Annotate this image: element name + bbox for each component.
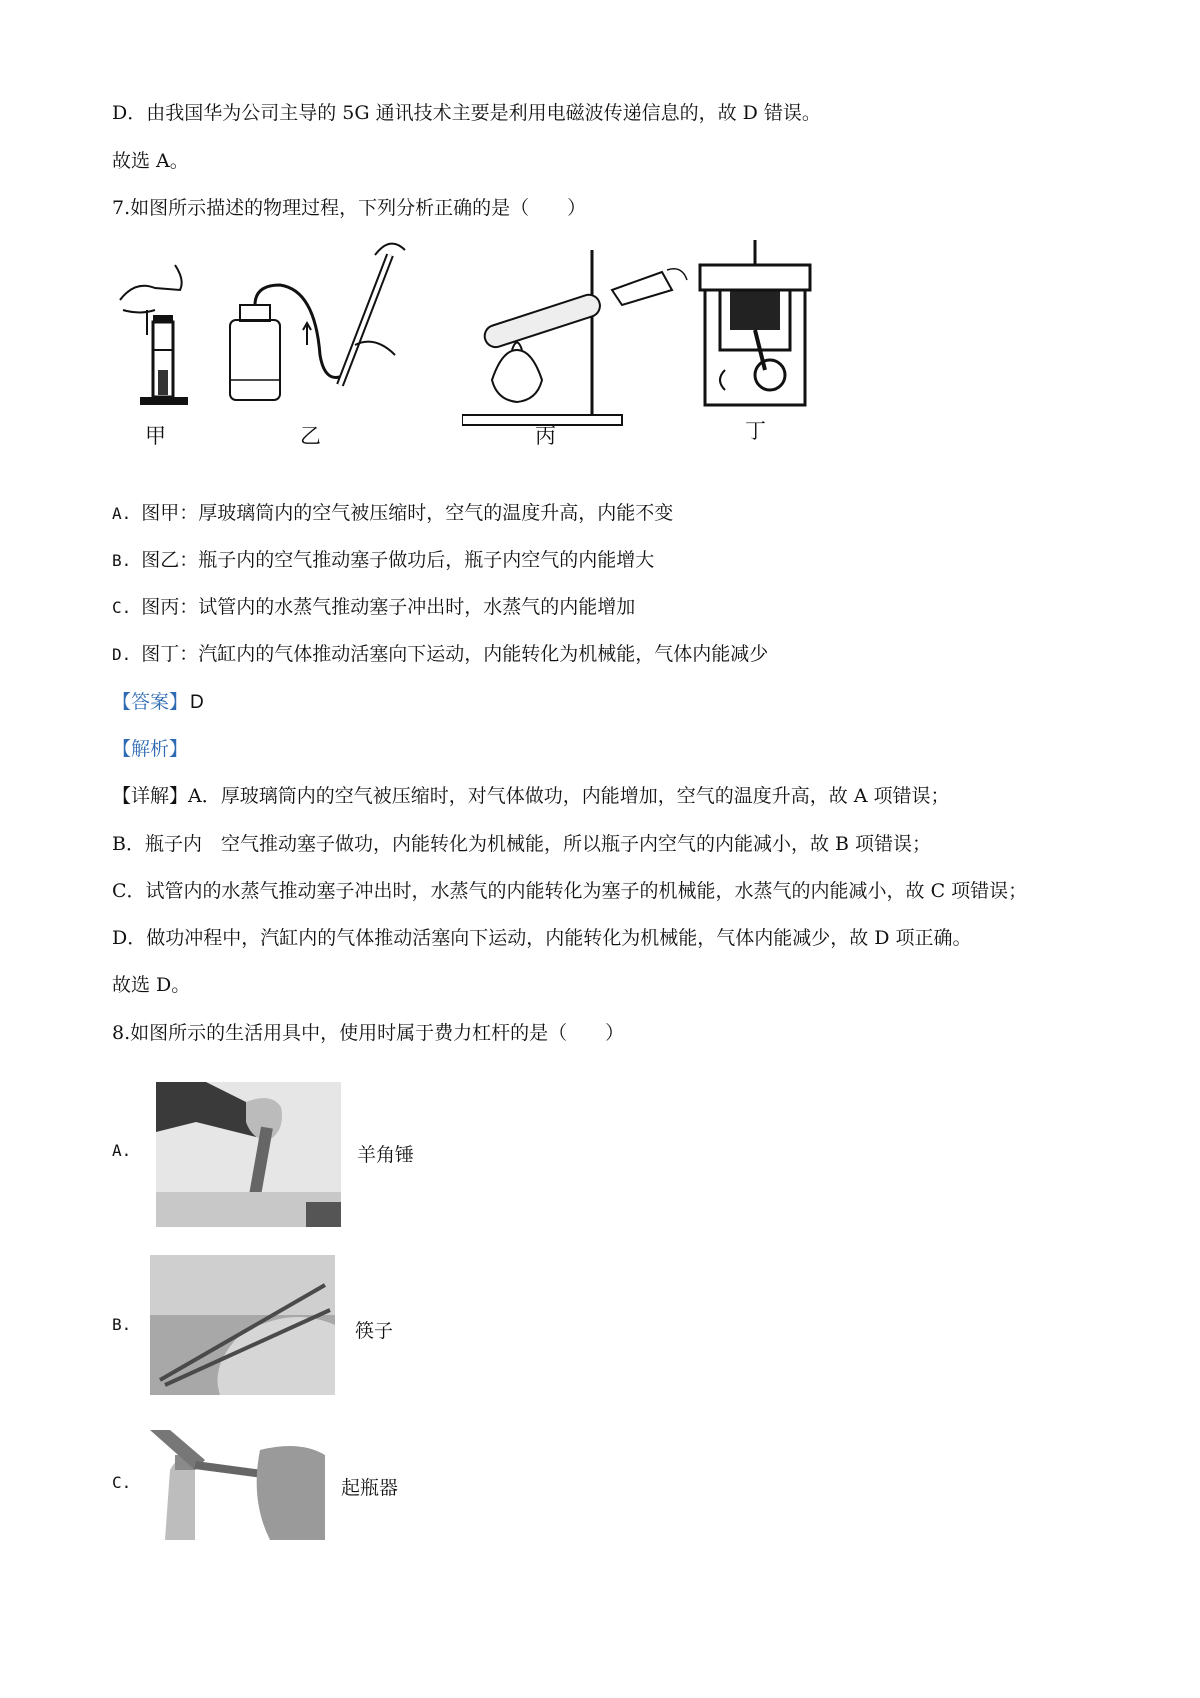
answer-label: 【答案】: [112, 691, 189, 713]
q8-option-c-caption: 起瓶器: [341, 1477, 399, 1499]
q7-option-c: [112, 594, 635, 621]
q7-figure-jia: [115, 260, 205, 420]
chopsticks-photo: [150, 1255, 335, 1395]
q7-figure-yi: [225, 235, 410, 410]
answer-line: [112, 689, 204, 716]
q8-option-c-letter: C.: [112, 1473, 132, 1492]
q7-figure-bing: [462, 250, 692, 430]
option-text: 图乙：瓶子内的空气推动塞子做功后，瓶子内空气的内能增大: [141, 549, 655, 571]
detail-c: C．试管内的水蒸气推动塞子冲出时，水蒸气的内能转化为塞子的机械能，水蒸气的内能减小，故 C 项错误；: [112, 880, 1028, 902]
option-text: 图丁：汽缸内的气体推动活塞向下运动，内能转化为机械能，气体内能减少: [141, 643, 769, 665]
detail-d: D．做功冲程中，汽缸内的气体推动活塞向下运动，内能转化为机械能，气体内能减少，故 D 项正确。: [112, 927, 972, 949]
question-7: 7.如图所示描述的物理过程，下列分析正确的是（ ）: [112, 197, 587, 219]
answer-value: D: [190, 692, 204, 713]
q7-figure-ding: [695, 240, 815, 410]
q8-option-b-caption: 筷子: [355, 1320, 394, 1342]
option-text: 图甲：厚玻璃筒内的空气被压缩时，空气的温度升高，内能不变: [141, 502, 674, 524]
figure-label-yi: 乙: [300, 424, 321, 448]
q8-option-a-letter: A.: [112, 1141, 132, 1160]
q8-option-a-caption: 羊角锤: [357, 1144, 415, 1166]
option-letter: D.: [112, 645, 132, 664]
choose-a-line: 故选 A。: [112, 150, 189, 172]
detail-b: B．瓶子内 空气推动塞子做功，内能转化为机械能，所以瓶子内空气的内能减小，故 B 项错误；: [112, 833, 932, 855]
q7-option-a: [112, 500, 673, 527]
choose-d-line: 故选 D。: [112, 974, 191, 996]
prev-option-d: D．由我国华为公司主导的 5G 通讯技术主要是利用电磁波传递信息的，故 D 错误。: [112, 102, 821, 124]
q8-option-b-letter: B.: [112, 1315, 132, 1334]
bottle-opener-photo: [150, 1430, 325, 1540]
q7-option-b: [112, 547, 654, 574]
option-letter: C.: [112, 598, 132, 617]
q7-option-d: [112, 641, 768, 668]
figure-label-jia: 甲: [145, 424, 166, 448]
option-text: 图丙：试管内的水蒸气推动塞子冲出时，水蒸气的内能增加: [141, 596, 636, 618]
figure-label-ding: 丁: [745, 419, 766, 443]
detail-a: 【详解】A．厚玻璃筒内的空气被压缩时，对气体做功，内能增加，空气的温度升高，故 A 项错误；: [112, 785, 950, 807]
analysis-label: 【解析】: [112, 738, 189, 760]
claw-hammer-photo: [156, 1082, 341, 1227]
figure-label-bing: 丙: [535, 424, 556, 448]
question-8: 8.如图所示的生活用具中，使用时属于费力杠杆的是（ ）: [112, 1022, 625, 1044]
option-letter: A.: [112, 504, 132, 523]
option-letter: B.: [112, 551, 132, 570]
